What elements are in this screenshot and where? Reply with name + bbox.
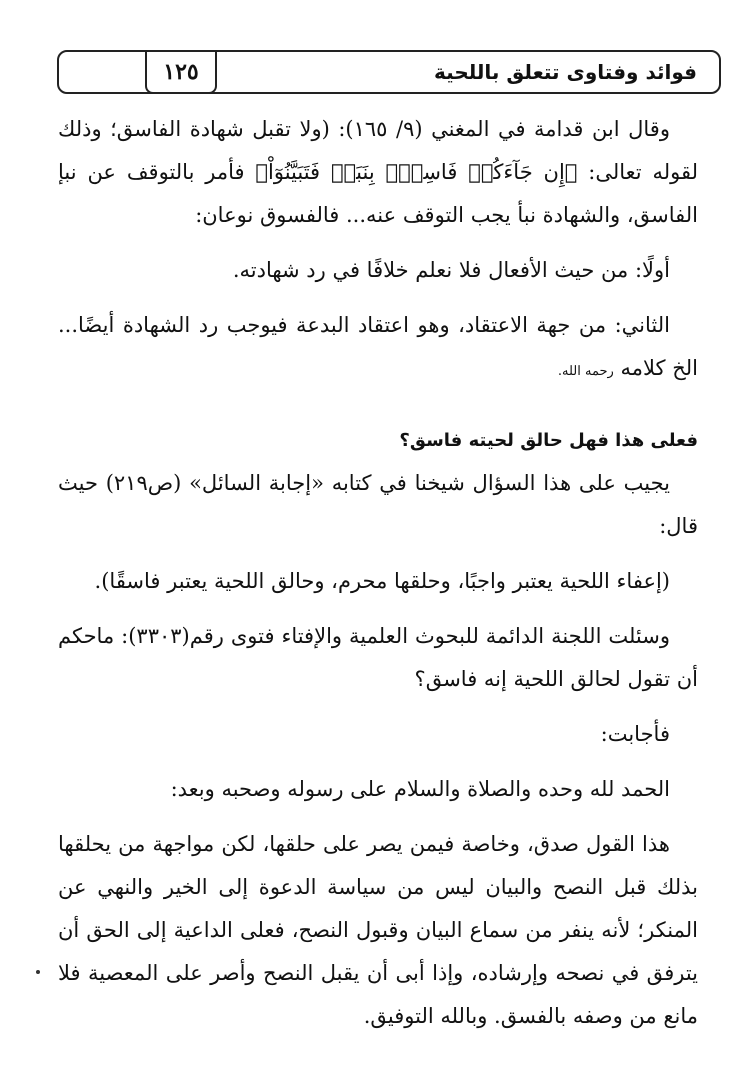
paragraph-sheikh-answer: يجيب على هذا السؤال شيخنا في كتابه «إجابة السائل» (ص٢١٩) حيث قال: bbox=[58, 471, 698, 538]
stray-dot bbox=[36, 970, 40, 974]
paragraph-second-type-text: الثاني: من جهة الاعتقاد، وهو اعتقاد البدعة فيوجب رد الشهادة أيضًا... الخ كلامه bbox=[58, 313, 698, 380]
page-header bbox=[57, 50, 721, 94]
book-title: فوائد وفتاوى تتعلق باللحية bbox=[434, 60, 697, 84]
section-heading: فعلى هذا فهل حالق لحيته فاسق؟ bbox=[399, 430, 698, 451]
paragraph-second-type bbox=[58, 304, 698, 393]
honorific: رحمه الله. bbox=[557, 364, 614, 379]
paragraph-hamd: الحمد لله وحده والصلاة والسلام على رسوله وصحبه وبعد: bbox=[170, 777, 670, 801]
paragraph-fatwa-answer: هذا القول صدق، وخاصة فيمن يصر على حلقها، لكن مواجهة من يحلقها بذلك قبل النصح والبيان ليس من سياسة الدعوة إلى الخير والنهي عن المنكر؛ لأنه ينفر من سماع البيان وقبول النصح، فعلى الداعية إلى الحق أن يترفق في نصحه وإرشاده، وإذا أبى أن يقبل النصح وأصر على المعصية فلا مانع من وصفه بالفسق. وبالله التوفيق. bbox=[58, 832, 698, 1028]
page-number-box bbox=[145, 50, 217, 94]
page-body bbox=[58, 108, 698, 1038]
paragraph-quote: (إعفاء اللحية يعتبر واجبًا، وحلقها محرم، وحالق اللحية يعتبر فاسقًا). bbox=[94, 569, 670, 593]
paragraph-ibn-qudama: وقال ابن قدامة في المغني (٩/ ١٦٥): (ولا تقبل شهادة الفاسق؛ وذلك لقوله تعالى: ﴿إِن جَآءَكُمۡ فَاسِقُۢ بِنَبَإٖ فَتَبَيَّنُوٓاْ﴾ فأمر بالتوقف عن نبإ الفاسق، والشهادة نبأ يجب التوقف عنه... فالفسوق نوعان: bbox=[58, 117, 698, 227]
paragraph-first-type: أولًا: من حيث الأفعال فلا نعلم خلافًا في رد شهادته. bbox=[232, 258, 670, 282]
paragraph-fatwa-question: وسئلت اللجنة الدائمة للبحوث العلمية والإفتاء فتوى رقم(٣٣٠٣): ماحكم أن تقول لحالق اللحية إنه فاسق؟ bbox=[58, 624, 698, 691]
paragraph-answer-intro: فأجابت: bbox=[600, 722, 670, 746]
page-number: ١٢٥ bbox=[163, 59, 199, 85]
